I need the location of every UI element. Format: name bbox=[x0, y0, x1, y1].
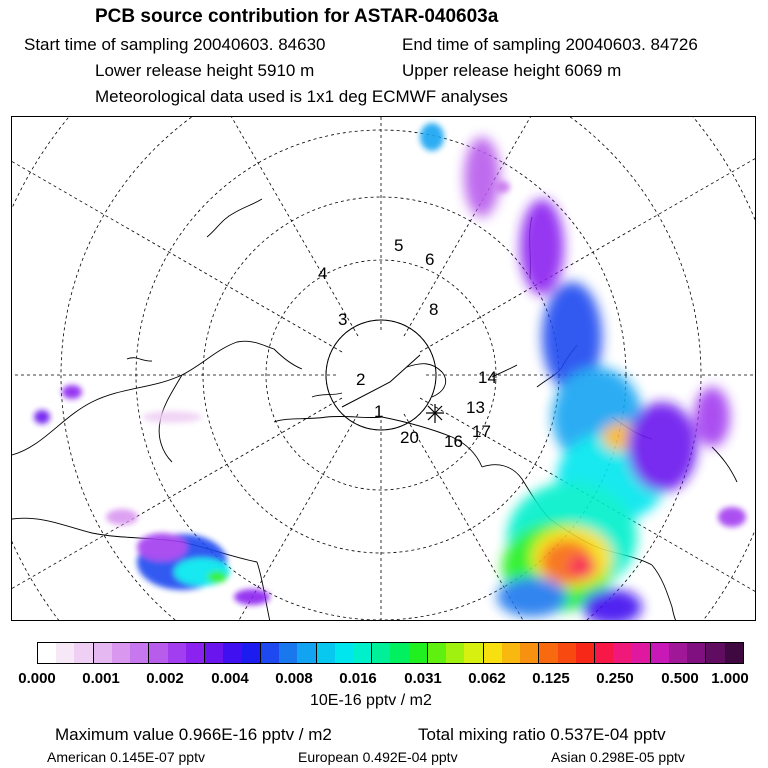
colorbar-swatch bbox=[669, 643, 687, 663]
colorbar-tick-label: 0.002 bbox=[146, 670, 184, 687]
colorbar-tick-label: 0.008 bbox=[275, 670, 313, 687]
colorbar-swatch bbox=[687, 643, 706, 663]
colorbar-swatch bbox=[409, 643, 428, 663]
colorbar-swatch bbox=[520, 643, 539, 663]
asian-contribution: Asian 0.298E-05 pptv bbox=[551, 749, 685, 765]
trajectory-label: 20 bbox=[400, 428, 419, 447]
colorbar-swatch bbox=[464, 643, 483, 663]
colorbar-tick-label: 0.000 bbox=[18, 670, 56, 687]
colorbar-swatch bbox=[632, 643, 651, 663]
colorbar-tick-label: 0.125 bbox=[532, 670, 570, 687]
upper-height-label: Upper release height 6069 m bbox=[402, 61, 622, 80]
colorbar-swatch bbox=[149, 643, 167, 663]
colorbar-swatch bbox=[446, 643, 464, 663]
max-value-label: Maximum value 0.966E-16 pptv / m2 bbox=[55, 725, 332, 744]
polar-map bbox=[11, 116, 756, 621]
trajectory-label: 14 bbox=[478, 368, 497, 387]
colorbar-unit: 10E-16 pptv / m2 bbox=[310, 692, 432, 709]
colorbar-tick-label: 0.031 bbox=[404, 670, 442, 687]
trajectory-label: 5 bbox=[394, 236, 404, 255]
colorbar-tick-label: 1.000 bbox=[711, 670, 749, 687]
colorbar-swatch bbox=[484, 643, 502, 663]
start-time-label: Start time of sampling 20040603. 84630 bbox=[24, 35, 326, 54]
colorbar-swatch bbox=[706, 643, 724, 663]
colorbar-swatch bbox=[372, 643, 390, 663]
colorbar-swatch bbox=[539, 643, 557, 663]
colorbar-swatch bbox=[261, 643, 279, 663]
colorbar-swatch bbox=[205, 643, 223, 663]
colorbar-tick-label: 0.001 bbox=[82, 670, 120, 687]
trajectory-label: 6 bbox=[425, 250, 435, 269]
colorbar-swatch bbox=[428, 643, 446, 663]
trajectory-label: 3 bbox=[338, 310, 348, 329]
trajectory-label: 16 bbox=[444, 432, 463, 451]
trajectory-line bbox=[342, 355, 420, 407]
european-contribution: European 0.492E-04 pptv bbox=[298, 749, 458, 765]
colorbar-swatch bbox=[168, 643, 186, 663]
colorbar-swatch bbox=[651, 643, 669, 663]
colorbar-swatch bbox=[242, 643, 261, 663]
lower-height-label: Lower release height 5910 m bbox=[95, 61, 315, 80]
colorbar-swatch bbox=[317, 643, 335, 663]
plot-title: PCB source contribution for ASTAR-040603a bbox=[95, 6, 499, 27]
colorbar-swatch bbox=[223, 643, 241, 663]
trajectory-label: 8 bbox=[429, 300, 439, 319]
colorbar-swatch bbox=[74, 643, 93, 663]
met-data-label: Meteorological data used is 1x1 deg ECMWF analyses bbox=[95, 87, 508, 106]
meridians bbox=[12, 117, 756, 621]
colorbar-tick-label: 0.062 bbox=[468, 670, 506, 687]
colorbar-swatch bbox=[595, 643, 613, 663]
colorbar-tick-label: 0.004 bbox=[211, 670, 249, 687]
colorbar-swatch bbox=[112, 643, 130, 663]
colorbar-swatch bbox=[613, 643, 631, 663]
colorbar-swatch bbox=[725, 643, 743, 663]
colorbar-swatch bbox=[353, 643, 372, 663]
colorbar-swatch bbox=[38, 643, 56, 663]
american-contribution: American 0.145E-07 pptv bbox=[47, 749, 205, 765]
colorbar-swatch bbox=[94, 643, 112, 663]
colorbar-swatch bbox=[576, 643, 595, 663]
map-canvas bbox=[12, 117, 756, 621]
colorbar-swatch bbox=[279, 643, 297, 663]
colorbar-swatch bbox=[186, 643, 205, 663]
trajectory-label: 13 bbox=[466, 398, 485, 417]
trajectory-label: 2 bbox=[356, 370, 366, 389]
colorbar-tick-label: 0.500 bbox=[661, 670, 699, 687]
colorbar-swatch bbox=[335, 643, 353, 663]
total-mixing-label: Total mixing ratio 0.537E-04 pptv bbox=[418, 725, 666, 744]
colorbar-tick-label: 0.016 bbox=[339, 670, 377, 687]
colorbar-tick-label: 0.250 bbox=[596, 670, 634, 687]
colorbar-swatch bbox=[130, 643, 149, 663]
trajectory-label: 4 bbox=[318, 264, 328, 283]
latitude-circles bbox=[12, 117, 756, 621]
release-marker bbox=[426, 404, 444, 423]
colorbar-swatch bbox=[558, 643, 576, 663]
colorbar-swatch bbox=[297, 643, 316, 663]
concentration-field bbox=[34, 123, 746, 621]
colorbar bbox=[37, 642, 744, 664]
trajectory-label: 17 bbox=[472, 422, 491, 441]
trajectory-label: 1 bbox=[374, 402, 384, 421]
end-time-label: End time of sampling 20040603. 84726 bbox=[402, 35, 698, 54]
colorbar-swatch bbox=[502, 643, 520, 663]
colorbar-swatch bbox=[390, 643, 408, 663]
colorbar-swatch bbox=[56, 643, 74, 663]
